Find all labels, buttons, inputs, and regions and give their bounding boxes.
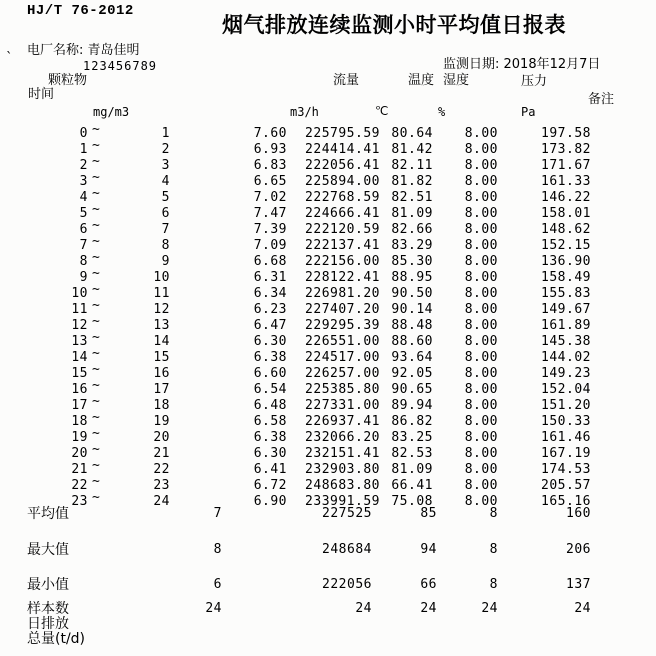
- flow-value-cell: 226981.20: [305, 286, 380, 301]
- flow-value-cell: 227331.00: [305, 398, 380, 413]
- flow-value-cell: 233991.59: [305, 494, 380, 509]
- pressure-value-cell: 205.57: [541, 478, 591, 493]
- tilde-mark: ~: [92, 410, 101, 425]
- pm-value-cell: 6.41: [253, 462, 287, 477]
- summary-label: 样本数: [27, 601, 69, 617]
- pressure-value-cell: 149.23: [541, 366, 591, 381]
- temperature-value-cell: 90.65: [391, 382, 433, 397]
- hour-start-cell: 15: [71, 366, 88, 381]
- hour-end-cell: 3: [161, 158, 170, 173]
- hour-end-cell: 18: [153, 398, 170, 413]
- flow-value-cell: 228122.41: [305, 270, 380, 285]
- tilde-mark: ~: [92, 330, 101, 345]
- pressure-value-cell: 165.16: [541, 494, 591, 509]
- report-title: 烟气排放连续监测小时平均值日报表: [222, 13, 566, 37]
- hour-end-cell: 1: [161, 126, 170, 141]
- flow-value-cell: 224517.00: [305, 350, 380, 365]
- summary-flow-cell: 248684: [322, 542, 372, 557]
- unit-temperature: ℃: [375, 104, 389, 118]
- pressure-value-cell: 146.22: [541, 190, 591, 205]
- col-header-remark: 备注: [588, 92, 615, 107]
- pressure-value-cell: 149.67: [541, 302, 591, 317]
- humidity-value-cell: 8.00: [464, 398, 498, 413]
- pressure-value-cell: 145.38: [541, 334, 591, 349]
- hour-start-cell: 18: [71, 414, 88, 429]
- hour-start-cell: 16: [71, 382, 88, 397]
- pressure-value-cell: 167.19: [541, 446, 591, 461]
- hour-start-cell: 8: [79, 254, 88, 269]
- humidity-value-cell: 8.00: [464, 334, 498, 349]
- tilde-mark: ~: [92, 282, 101, 297]
- hour-start-cell: 9: [79, 270, 88, 285]
- pressure-value-cell: 161.89: [541, 318, 591, 333]
- summary-temperature-cell: 66: [420, 577, 437, 592]
- summary-row: [0, 507, 656, 523]
- hour-start-cell: 14: [71, 350, 88, 365]
- pressure-value-cell: 158.49: [541, 270, 591, 285]
- hour-start-cell: 23: [71, 494, 88, 509]
- tilde-mark: ~: [92, 138, 101, 153]
- pm-value-cell: 6.30: [253, 446, 287, 461]
- flow-value-cell: 222120.59: [305, 222, 380, 237]
- humidity-value-cell: 8.00: [464, 318, 498, 333]
- hour-start-cell: 5: [79, 206, 88, 221]
- tilde-mark: ~: [92, 346, 101, 361]
- summary-pm-cell: 7: [213, 506, 222, 521]
- tilde-mark: ~: [92, 266, 101, 281]
- humidity-value-cell: 8.00: [464, 222, 498, 237]
- temperature-value-cell: 82.51: [391, 190, 433, 205]
- hour-start-cell: 17: [71, 398, 88, 413]
- hour-end-cell: 8: [161, 238, 170, 253]
- pressure-value-cell: 151.20: [541, 398, 591, 413]
- pressure-value-cell: 152.04: [541, 382, 591, 397]
- tilde-mark: ~: [92, 378, 101, 393]
- pm-value-cell: 6.83: [253, 158, 287, 173]
- humidity-value-cell: 8.00: [464, 126, 498, 141]
- col-header-pressure: 压力: [521, 74, 548, 89]
- hour-end-cell: 14: [153, 334, 170, 349]
- hour-start-cell: 10: [71, 286, 88, 301]
- summary-pm-cell: 8: [213, 542, 222, 557]
- summary-label: 最小值: [27, 577, 69, 593]
- humidity-value-cell: 8.00: [464, 350, 498, 365]
- summary-pm-cell: 6: [213, 577, 222, 592]
- humidity-value-cell: 8.00: [464, 414, 498, 429]
- tilde-mark: ~: [92, 186, 101, 201]
- hour-start-cell: 7: [79, 238, 88, 253]
- hour-start-cell: 1: [79, 142, 88, 157]
- temperature-value-cell: 83.29: [391, 238, 433, 253]
- flow-value-cell: 224666.41: [305, 206, 380, 221]
- hour-start-cell: 22: [71, 478, 88, 493]
- humidity-value-cell: 8.00: [464, 302, 498, 317]
- pm-value-cell: 6.38: [253, 430, 287, 445]
- temperature-value-cell: 81.09: [391, 206, 433, 221]
- hour-end-cell: 15: [153, 350, 170, 365]
- pressure-value-cell: 161.46: [541, 430, 591, 445]
- humidity-value-cell: 8.00: [464, 446, 498, 461]
- pressure-value-cell: 173.82: [541, 142, 591, 157]
- temperature-value-cell: 75.08: [391, 494, 433, 509]
- summary-pressure-cell: 24: [574, 601, 591, 616]
- tilde-mark: ~: [92, 154, 101, 169]
- hour-end-cell: 23: [153, 478, 170, 493]
- summary-humidity-cell: 8: [489, 542, 498, 557]
- daily-emission-label-line2: 总量(t/d): [27, 631, 86, 647]
- plant-name-line: 电厂名称: 青岛佳明: [27, 43, 140, 58]
- humidity-value-cell: 8.00: [464, 190, 498, 205]
- tilde-mark: ~: [92, 458, 101, 473]
- flow-value-cell: 222137.41: [305, 238, 380, 253]
- summary-row: [0, 578, 656, 594]
- pm-value-cell: 7.02: [253, 190, 287, 205]
- pressure-value-cell: 144.02: [541, 350, 591, 365]
- humidity-value-cell: 8.00: [464, 382, 498, 397]
- summary-flow-cell: 222056: [322, 577, 372, 592]
- summary-temperature-cell: 85: [420, 506, 437, 521]
- hour-end-cell: 4: [161, 174, 170, 189]
- pressure-value-cell: 150.33: [541, 414, 591, 429]
- pm-value-cell: 7.47: [253, 206, 287, 221]
- flow-value-cell: 225894.00: [305, 174, 380, 189]
- pm-value-cell: 7.09: [253, 238, 287, 253]
- hour-end-cell: 13: [153, 318, 170, 333]
- tilde-mark: ~: [92, 426, 101, 441]
- pm-value-cell: 7.60: [253, 126, 287, 141]
- flow-value-cell: 248683.80: [305, 478, 380, 493]
- hour-end-cell: 11: [153, 286, 170, 301]
- summary-pressure-cell: 206: [566, 542, 591, 557]
- temperature-value-cell: 81.09: [391, 462, 433, 477]
- pm-value-cell: 6.72: [253, 478, 287, 493]
- summary-pm-cell: 24: [205, 601, 222, 616]
- summary-row: [0, 543, 656, 559]
- standard-code: HJ/T 76-2012: [27, 3, 134, 19]
- unit-particulate: mg/m3: [93, 105, 130, 119]
- temperature-value-cell: 66.41: [391, 478, 433, 493]
- humidity-value-cell: 8.00: [464, 238, 498, 253]
- temperature-value-cell: 93.64: [391, 350, 433, 365]
- flow-value-cell: 225385.80: [305, 382, 380, 397]
- hour-start-cell: 6: [79, 222, 88, 237]
- hour-start-cell: 2: [79, 158, 88, 173]
- summary-label: 最大值: [27, 542, 69, 558]
- pressure-value-cell: 148.62: [541, 222, 591, 237]
- flow-value-cell: 232151.41: [305, 446, 380, 461]
- flow-value-cell: 222768.59: [305, 190, 380, 205]
- col-header-humidity: 湿度: [443, 73, 470, 88]
- temperature-value-cell: 80.64: [391, 126, 433, 141]
- summary-row: [0, 602, 656, 618]
- temperature-value-cell: 83.25: [391, 430, 433, 445]
- humidity-value-cell: 8.00: [464, 158, 498, 173]
- temperature-value-cell: 82.11: [391, 158, 433, 173]
- humidity-value-cell: 8.00: [464, 270, 498, 285]
- pressure-value-cell: 197.58: [541, 126, 591, 141]
- temperature-value-cell: 90.14: [391, 302, 433, 317]
- pressure-value-cell: 161.33: [541, 174, 591, 189]
- pm-value-cell: 6.34: [253, 286, 287, 301]
- hour-end-cell: 19: [153, 414, 170, 429]
- pm-value-cell: 6.93: [253, 142, 287, 157]
- temperature-value-cell: 92.05: [391, 366, 433, 381]
- temperature-value-cell: 90.50: [391, 286, 433, 301]
- hour-end-cell: 21: [153, 446, 170, 461]
- pm-value-cell: 6.68: [253, 254, 287, 269]
- tilde-mark: ~: [92, 218, 101, 233]
- tilde-mark: ~: [92, 362, 101, 377]
- temperature-value-cell: 82.66: [391, 222, 433, 237]
- flow-value-cell: 232903.80: [305, 462, 380, 477]
- hour-start-cell: 21: [71, 462, 88, 477]
- humidity-value-cell: 8.00: [464, 478, 498, 493]
- flow-value-cell: 229295.39: [305, 318, 380, 333]
- pressure-value-cell: 158.01: [541, 206, 591, 221]
- pm-value-cell: 6.47: [253, 318, 287, 333]
- temperature-value-cell: 82.53: [391, 446, 433, 461]
- daily-emission-label-line1: 日排放: [27, 616, 69, 632]
- flow-value-cell: 226551.00: [305, 334, 380, 349]
- hour-start-cell: 3: [79, 174, 88, 189]
- temperature-value-cell: 88.60: [391, 334, 433, 349]
- summary-flow-cell: 227525: [322, 506, 372, 521]
- flow-value-cell: 225795.59: [305, 126, 380, 141]
- temperature-value-cell: 81.42: [391, 142, 433, 157]
- pm-value-cell: 6.38: [253, 350, 287, 365]
- hour-end-cell: 24: [153, 494, 170, 509]
- pm-value-cell: 6.48: [253, 398, 287, 413]
- hour-end-cell: 9: [161, 254, 170, 269]
- hour-start-cell: 13: [71, 334, 88, 349]
- summary-humidity-cell: 8: [489, 577, 498, 592]
- temperature-value-cell: 85.30: [391, 254, 433, 269]
- tilde-mark: ~: [92, 298, 101, 313]
- pressure-value-cell: 136.90: [541, 254, 591, 269]
- monitor-date-line: 监测日期: 2018年12月7日: [443, 57, 601, 72]
- pm-value-cell: 6.31: [253, 270, 287, 285]
- hour-end-cell: 22: [153, 462, 170, 477]
- flow-value-cell: 227407.20: [305, 302, 380, 317]
- pm-value-cell: 7.39: [253, 222, 287, 237]
- summary-humidity-cell: 8: [489, 506, 498, 521]
- tilde-mark: ~: [92, 234, 101, 249]
- plant-code: 123456789: [83, 59, 158, 73]
- temperature-value-cell: 81.82: [391, 174, 433, 189]
- humidity-value-cell: 8.00: [464, 174, 498, 189]
- temperature-value-cell: 86.82: [391, 414, 433, 429]
- tilde-mark: ~: [92, 250, 101, 265]
- humidity-value-cell: 8.00: [464, 254, 498, 269]
- flow-value-cell: 226937.41: [305, 414, 380, 429]
- pm-value-cell: 6.30: [253, 334, 287, 349]
- flow-value-cell: 222156.00: [305, 254, 380, 269]
- pm-value-cell: 6.54: [253, 382, 287, 397]
- tilde-mark: ~: [92, 442, 101, 457]
- pressure-value-cell: 152.15: [541, 238, 591, 253]
- hour-start-cell: 11: [71, 302, 88, 317]
- hour-start-cell: 4: [79, 190, 88, 205]
- hour-end-cell: 20: [153, 430, 170, 445]
- humidity-value-cell: 8.00: [464, 430, 498, 445]
- humidity-value-cell: 8.00: [464, 366, 498, 381]
- hour-start-cell: 20: [71, 446, 88, 461]
- stray-mark: `: [6, 51, 13, 66]
- summary-temperature-cell: 24: [420, 601, 437, 616]
- summary-label: 平均值: [27, 506, 69, 522]
- pm-value-cell: 6.58: [253, 414, 287, 429]
- temperature-value-cell: 88.48: [391, 318, 433, 333]
- hour-end-cell: 12: [153, 302, 170, 317]
- hour-end-cell: 5: [161, 190, 170, 205]
- humidity-value-cell: 8.00: [464, 286, 498, 301]
- pressure-value-cell: 155.83: [541, 286, 591, 301]
- temperature-value-cell: 88.95: [391, 270, 433, 285]
- summary-pressure-cell: 137: [566, 577, 591, 592]
- unit-humidity: %: [438, 105, 446, 119]
- pressure-value-cell: 171.67: [541, 158, 591, 173]
- pressure-value-cell: 174.53: [541, 462, 591, 477]
- tilde-mark: ~: [92, 394, 101, 409]
- flow-value-cell: 224414.41: [305, 142, 380, 157]
- flow-value-cell: 226257.00: [305, 366, 380, 381]
- tilde-mark: ~: [92, 490, 101, 505]
- pm-value-cell: 6.60: [253, 366, 287, 381]
- flow-value-cell: 222056.41: [305, 158, 380, 173]
- temperature-value-cell: 89.94: [391, 398, 433, 413]
- tilde-mark: ~: [92, 474, 101, 489]
- tilde-mark: ~: [92, 122, 101, 137]
- hour-start-cell: 0: [79, 126, 88, 141]
- humidity-value-cell: 8.00: [464, 142, 498, 157]
- summary-flow-cell: 24: [355, 601, 372, 616]
- hour-end-cell: 2: [161, 142, 170, 157]
- humidity-value-cell: 8.00: [464, 494, 498, 509]
- hour-end-cell: 7: [161, 222, 170, 237]
- pm-value-cell: 6.90: [253, 494, 287, 509]
- hour-end-cell: 16: [153, 366, 170, 381]
- unit-flow: m3/h: [290, 105, 319, 119]
- hour-end-cell: 10: [153, 270, 170, 285]
- tilde-mark: ~: [92, 202, 101, 217]
- hour-end-cell: 6: [161, 206, 170, 221]
- unit-pressure: Pa: [521, 105, 536, 119]
- col-header-flow: 流量: [333, 73, 360, 88]
- summary-temperature-cell: 94: [420, 542, 437, 557]
- humidity-value-cell: 8.00: [464, 462, 498, 477]
- humidity-value-cell: 8.00: [464, 206, 498, 221]
- pm-value-cell: 6.23: [253, 302, 287, 317]
- pm-value-cell: 6.65: [253, 174, 287, 189]
- col-header-particulate: 颗粒物: [48, 73, 88, 88]
- flow-value-cell: 232066.20: [305, 430, 380, 445]
- summary-humidity-cell: 24: [481, 601, 498, 616]
- hour-end-cell: 17: [153, 382, 170, 397]
- tilde-mark: ~: [92, 314, 101, 329]
- hour-start-cell: 19: [71, 430, 88, 445]
- hour-start-cell: 12: [71, 318, 88, 333]
- col-header-temperature: 温度: [408, 73, 435, 88]
- col-header-time: 时间: [28, 87, 55, 102]
- tilde-mark: ~: [92, 170, 101, 185]
- summary-pressure-cell: 160: [566, 506, 591, 521]
